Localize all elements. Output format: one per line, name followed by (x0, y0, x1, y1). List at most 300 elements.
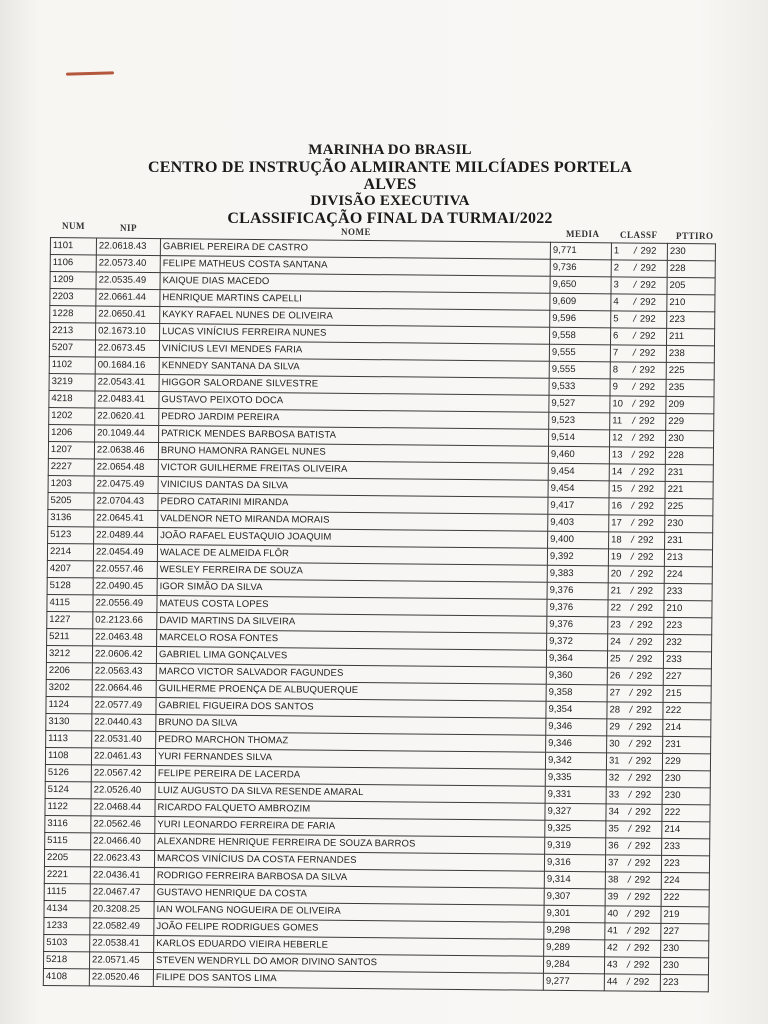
classf-position: 44 (606, 976, 618, 988)
cell-nip: 22.0704.43 (94, 493, 158, 511)
column-header-media: MEDIA (566, 229, 600, 239)
cell-nip: 22.0454.49 (93, 544, 157, 562)
classf-total: 292 (635, 789, 652, 801)
cell-nip: 02.2123.66 (93, 612, 157, 630)
classf-separator: / (631, 500, 635, 512)
cell-nome: FELIPE MATHEUS COSTA SANTANA (160, 256, 550, 277)
cell-pttiro: 222 (662, 804, 710, 821)
cell-classf (610, 413, 666, 431)
cell-num: 1113 (46, 730, 92, 747)
cell-nome: GUSTAVO HENRIQUE DA COSTA (154, 885, 544, 906)
header-line-2: CENTRO DE INSTRUÇÃO ALMIRANTE MILCÍADES PORTELA ALVES (147, 159, 633, 193)
classf-total: 292 (639, 381, 656, 393)
cell-classf (608, 617, 664, 635)
classf-separator: / (628, 755, 632, 767)
cell-num: 1106 (50, 255, 96, 272)
classf-total: 292 (637, 568, 654, 580)
cell-num: 4115 (47, 594, 93, 611)
classf-position: 17 (611, 517, 622, 529)
cell-nome: BRUNO HAMONRA RANGEL NUNES (158, 443, 548, 464)
classf-separator: / (629, 721, 633, 733)
classf-position: 3 (613, 279, 619, 291)
cell-classf (607, 685, 663, 703)
cell-nip: 22.0661.44 (96, 289, 160, 307)
cell-nome: VALDENOR NETO MIRANDA MORAIS (158, 511, 548, 532)
table-body (43, 238, 715, 992)
classf-position: 16 (611, 500, 623, 512)
cell-nome: KARLOS EDUARDO VIEIRA HEBERLE (154, 936, 544, 957)
classf-total: 292 (634, 874, 651, 886)
classf-separator: / (627, 891, 631, 903)
classf-separator: / (629, 738, 632, 750)
classf-total: 292 (637, 585, 654, 597)
classf-total: 292 (636, 670, 653, 682)
header-line-1: MARINHA DO BRASIL (308, 142, 472, 158)
cell-classf (609, 464, 665, 482)
classf-separator: / (626, 976, 630, 988)
cell-media: 9,533 (549, 378, 610, 396)
classf-position: 32 (608, 772, 620, 784)
cell-media: 9,327 (545, 803, 606, 821)
cell-num: 1122 (45, 798, 91, 815)
classf-position: 7 (612, 347, 619, 359)
cell-pttiro: 215 (663, 685, 711, 702)
cell-num: 2206 (46, 662, 92, 679)
cell-num: 1206 (49, 424, 95, 441)
classf-total: 292 (636, 619, 653, 631)
cell-nip: 22.0620.41 (95, 408, 159, 426)
cell-classf (607, 719, 663, 737)
cell-num: 5103 (44, 934, 90, 951)
cell-nip: 22.0562.46 (91, 816, 155, 834)
cell-nip: 22.0556.49 (93, 595, 157, 613)
cell-pttiro: 233 (662, 838, 710, 855)
classf-position: 42 (607, 942, 618, 954)
cell-media: 9,346 (546, 718, 607, 736)
cell-pttiro: 219 (661, 906, 709, 923)
cell-nip: 22.0475.49 (94, 476, 158, 494)
cell-media: 9,301 (544, 905, 605, 923)
cell-num: 2214 (47, 543, 93, 560)
classf-position: 29 (609, 721, 620, 733)
cell-num: 1108 (45, 747, 91, 764)
cell-pttiro: 230 (660, 957, 708, 974)
cell-num: 5211 (47, 628, 93, 645)
classf-position: 9 (612, 381, 618, 393)
classf-position: 28 (609, 704, 621, 716)
classf-total: 292 (638, 449, 655, 461)
cell-pttiro: 230 (666, 430, 714, 447)
classf-total: 292 (633, 976, 650, 988)
cell-num: 3136 (48, 509, 94, 526)
classf-position: 18 (611, 534, 622, 546)
classf-separator: / (629, 687, 633, 699)
cell-nome: IGOR SIMÃO DA SILVA (157, 579, 547, 600)
cell-classf (611, 277, 667, 295)
cell-media: 9,736 (550, 259, 611, 277)
cell-nip: 22.0664.46 (92, 680, 156, 698)
cell-classf (610, 379, 666, 397)
cell-classf (608, 583, 664, 601)
classf-total: 292 (637, 534, 654, 546)
cell-media: 9,596 (550, 310, 611, 328)
cell-pttiro: 214 (662, 821, 710, 838)
cell-nome: PEDRO JARDIM PEREIRA (159, 409, 549, 430)
cell-classf (610, 362, 666, 380)
classf-position: 21 (610, 585, 622, 597)
cell-classf (604, 974, 660, 992)
classf-total: 292 (635, 755, 652, 767)
classf-separator: / (627, 925, 631, 937)
cell-pttiro: 214 (663, 719, 711, 736)
classification-table (43, 237, 716, 992)
cell-nip: 22.0483.41 (95, 391, 159, 409)
document-header (140, 142, 640, 227)
cell-classf (606, 838, 662, 856)
cell-num: 5207 (49, 340, 95, 357)
classf-separator: / (631, 466, 635, 478)
cell-nip: 22.0673.45 (95, 340, 159, 358)
cell-num: 3212 (46, 645, 92, 662)
cell-nome: IAN WOLFANG NOGUEIRA DE OLIVEIRA (154, 902, 544, 923)
cell-pttiro: 223 (661, 855, 709, 872)
cell-nip: 22.0638.46 (94, 442, 158, 460)
classf-separator: / (633, 279, 637, 291)
cell-nip: 22.0645.41 (94, 510, 158, 528)
cell-media: 9,417 (548, 497, 609, 515)
classf-total: 292 (639, 347, 656, 359)
cell-media: 9,335 (545, 769, 606, 787)
cell-pttiro: 230 (661, 940, 709, 957)
cell-nip: 02.1673.10 (96, 323, 160, 341)
cell-nip: 22.0467.47 (90, 884, 154, 902)
cell-media: 9,650 (550, 276, 611, 294)
cell-media: 9,346 (546, 735, 607, 753)
cell-nip: 22.0618.43 (96, 238, 160, 256)
classf-total: 292 (637, 551, 654, 563)
classf-position: 34 (608, 806, 620, 818)
cell-pttiro: 235 (666, 379, 714, 396)
cell-classf (608, 634, 664, 652)
cell-pttiro: 228 (665, 447, 713, 464)
classf-separator: / (631, 449, 635, 461)
cell-nome: PEDRO CATARINI MIRANDA (158, 494, 548, 515)
cell-nip: 22.0468.44 (91, 799, 155, 817)
cell-nip: 22.0461.43 (91, 748, 155, 766)
cell-pttiro: 230 (667, 243, 715, 260)
cell-pttiro: 230 (662, 787, 710, 804)
cell-num: 5126 (45, 764, 91, 781)
classf-total: 292 (634, 857, 651, 869)
cell-nip: 22.0466.40 (91, 833, 155, 851)
cell-pttiro: 223 (660, 974, 708, 991)
cell-nome: DAVID MARTINS DA SILVEIRA (157, 613, 547, 634)
cell-pttiro: 223 (667, 311, 715, 328)
cell-media: 9,771 (550, 242, 611, 260)
classf-separator: / (632, 432, 635, 444)
cell-num: 2227 (48, 458, 94, 475)
cell-media: 9,514 (549, 429, 610, 447)
classf-separator: / (629, 670, 633, 682)
classf-position: 24 (610, 636, 621, 648)
classf-total: 292 (635, 721, 652, 733)
cell-media: 9,325 (545, 820, 606, 838)
cell-num: 1202 (49, 407, 95, 424)
cell-media: 9,354 (546, 701, 607, 719)
cell-num: 2203 (50, 289, 96, 306)
cell-media: 9,314 (544, 871, 605, 889)
cell-pttiro: 224 (664, 566, 712, 583)
cell-nome: MARCO VICTOR SALVADOR FAGUNDES (156, 664, 546, 685)
cell-classf (606, 753, 662, 771)
classf-position: 39 (607, 891, 619, 903)
cell-pttiro: 213 (664, 549, 712, 566)
column-header-nip: NIP (120, 223, 137, 233)
classf-total: 292 (640, 279, 657, 291)
cell-nome: LUCAS VINÍCIUS FERREIRA NUNES (160, 324, 550, 345)
cell-media: 9,376 (547, 616, 608, 634)
cell-num: 1227 (47, 611, 93, 628)
cell-nip: 22.0606.42 (92, 646, 156, 664)
cell-classf (609, 481, 665, 499)
cell-pttiro: 222 (661, 889, 709, 906)
classf-separator: / (629, 653, 633, 665)
classf-position: 37 (607, 857, 619, 869)
classf-separator: / (627, 908, 631, 920)
cell-num: 5218 (43, 951, 89, 968)
cell-media: 9,454 (548, 480, 609, 498)
classf-position: 36 (608, 840, 619, 852)
cell-media: 9,358 (546, 684, 607, 702)
classf-separator: / (628, 823, 632, 835)
header-line-4: CLASSIFICAÇÃO FINAL DA TURMAI/2022 (227, 210, 553, 227)
classf-total: 292 (635, 738, 652, 750)
classf-separator: / (632, 364, 636, 376)
cell-nip: 22.0440.43 (92, 714, 156, 732)
classf-total: 292 (636, 653, 653, 665)
classf-total: 292 (638, 500, 654, 512)
classf-position: 26 (609, 670, 621, 682)
classf-position: 11 (612, 415, 623, 427)
classf-total: 292 (634, 908, 651, 920)
cell-nip: 22.0531.40 (92, 731, 156, 749)
classf-separator: / (633, 313, 636, 325)
cell-nome: GUSTAVO PEIXOTO DOCA (159, 392, 549, 413)
classf-total: 292 (633, 959, 650, 971)
cell-media: 9,376 (547, 599, 608, 617)
cell-nip: 22.0436.41 (90, 867, 154, 885)
classf-total: 292 (639, 364, 656, 376)
cell-num: 1207 (48, 441, 94, 458)
cell-nome: HIGGOR SALORDANE SILVESTRE (159, 375, 549, 396)
cell-classf (610, 328, 666, 346)
classf-separator: / (632, 398, 636, 410)
cell-media: 9,372 (547, 633, 608, 651)
cell-num: 4108 (43, 968, 89, 985)
cell-nome: MARCOS VINÍCIUS DA COSTA FERNANDES (154, 851, 544, 872)
cell-pttiro: 238 (666, 345, 714, 362)
cell-nip: 22.0567.42 (91, 765, 155, 783)
cell-classf (606, 821, 662, 839)
cell-nip: 22.0520.46 (89, 969, 153, 987)
classf-separator: / (632, 415, 635, 427)
classf-total: 292 (635, 772, 652, 784)
classf-separator: / (627, 874, 631, 886)
classf-position: 31 (608, 755, 620, 767)
classf-position: 19 (610, 551, 622, 563)
cell-pttiro: 229 (662, 753, 710, 770)
cell-num: 3219 (49, 373, 95, 390)
cell-pttiro: 227 (661, 923, 709, 940)
classf-position: 35 (608, 823, 619, 835)
cell-nome: VINICIUS DANTAS DA SILVA (158, 477, 548, 498)
cell-media: 9,392 (547, 548, 608, 566)
classf-total: 292 (639, 398, 655, 410)
cell-pttiro: 230 (665, 515, 713, 532)
classf-total: 292 (637, 602, 654, 614)
cell-classf (610, 430, 666, 448)
cell-media: 9,555 (549, 361, 610, 379)
cell-nome: MATEUS COSTA LOPES (157, 596, 547, 617)
cell-num: 5124 (45, 781, 91, 798)
cell-num: 3116 (45, 815, 91, 832)
cell-nome: VICTOR GUILHERME FREITAS OLIVEIRA (158, 460, 548, 481)
classf-position: 41 (607, 925, 618, 937)
cell-num: 1115 (44, 883, 90, 900)
cell-classf (605, 923, 661, 941)
classf-total: 292 (637, 517, 654, 529)
cell-classf (606, 787, 662, 805)
cell-pttiro: 209 (666, 396, 714, 413)
cell-pttiro: 228 (667, 260, 715, 277)
cell-classf (604, 957, 660, 975)
cell-classf (607, 702, 663, 720)
cell-nome: YURI LEONARDO FERREIRA DE FARIA (155, 817, 545, 838)
classf-position: 43 (606, 959, 618, 971)
cell-media: 9,298 (544, 922, 605, 940)
cell-media: 9,319 (545, 837, 606, 855)
cell-media: 9,342 (545, 752, 606, 770)
classf-total: 292 (639, 313, 656, 325)
classf-position: 1 (613, 245, 620, 257)
classf-separator: / (630, 636, 633, 648)
classf-total: 292 (634, 823, 651, 835)
cell-nome: STEVEN WENDRYLL DO AMOR DIVINO SANTOS (153, 953, 543, 974)
cell-nome: GUILHERME PROENÇA DE ALBUQUERQUE (156, 681, 546, 702)
cell-classf (611, 260, 667, 278)
cell-pttiro: 233 (664, 583, 712, 600)
cell-classf (607, 668, 663, 686)
cell-classf (605, 855, 661, 873)
classf-total: 292 (638, 415, 655, 427)
classf-position: 38 (607, 874, 619, 886)
cell-nip: 22.0538.41 (90, 935, 154, 953)
cell-media: 9,277 (543, 973, 604, 991)
cell-media: 9,523 (549, 412, 610, 430)
cell-num: 3130 (46, 713, 92, 730)
cell-nome: GABRIEL LIMA GONÇALVES (156, 647, 546, 668)
classf-total: 292 (639, 330, 656, 342)
cell-media: 9,360 (546, 667, 607, 685)
classf-separator: / (633, 245, 637, 257)
cell-nome: KAIQUE DIAS MACEDO (160, 273, 550, 294)
cell-nome: PATRICK MENDES BARBOSA BATISTA (159, 426, 549, 447)
cell-classf (608, 549, 664, 567)
classf-separator: / (632, 347, 636, 359)
column-header-num: NUM (62, 221, 85, 231)
cell-classf (605, 889, 661, 907)
cell-num: 2213 (50, 323, 96, 340)
cell-nip: 22.0571.45 (89, 952, 153, 970)
cell-nip: 22.0463.48 (93, 629, 157, 647)
classf-separator: / (628, 789, 632, 801)
classf-separator: / (627, 857, 631, 869)
cell-classf (610, 345, 666, 363)
classf-separator: / (629, 704, 633, 716)
cell-pttiro: 210 (664, 600, 712, 617)
cell-media: 9,289 (544, 939, 605, 957)
classf-total: 292 (640, 245, 657, 257)
cell-nip: 22.0577.49 (92, 697, 156, 715)
cell-num: 1233 (44, 917, 90, 934)
classf-separator: / (628, 840, 631, 852)
cell-media: 9,403 (548, 514, 609, 532)
classf-position: 40 (607, 908, 619, 920)
classf-position: 20 (610, 568, 622, 580)
cell-num: 3202 (46, 679, 92, 696)
cell-media: 9,609 (550, 293, 611, 311)
cell-classf (609, 498, 665, 516)
classf-separator: / (626, 959, 630, 971)
cell-nip: 22.0573.40 (96, 255, 160, 273)
classf-position: 27 (609, 687, 621, 699)
cell-num: 5123 (48, 526, 94, 543)
cell-num: 5128 (47, 577, 93, 594)
cell-nip: 22.0543.41 (95, 374, 159, 392)
classf-total: 292 (640, 262, 657, 274)
classf-position: 25 (609, 653, 621, 665)
classf-total: 292 (638, 432, 655, 444)
cell-classf (605, 906, 661, 924)
cell-nome: KAYKY RAFAEL NUNES DE OLIVEIRA (160, 307, 550, 328)
cell-pttiro: 225 (666, 362, 714, 379)
cell-num: 1102 (49, 356, 95, 373)
classf-position: 22 (610, 602, 622, 614)
cell-pttiro: 231 (665, 464, 713, 481)
classf-total: 292 (638, 483, 655, 495)
classf-separator: / (633, 330, 636, 342)
cell-num: 2205 (44, 849, 90, 866)
classf-separator: / (630, 602, 634, 614)
cell-nip: 00.1684.16 (95, 357, 159, 375)
cell-num: 1209 (50, 272, 96, 289)
classf-separator: / (631, 517, 634, 529)
cell-pttiro: 224 (661, 872, 709, 889)
cell-classf (609, 447, 665, 465)
classf-separator: / (630, 551, 634, 563)
classification-table-wrap (43, 237, 718, 992)
cell-pttiro: 231 (665, 532, 713, 549)
classf-separator: / (630, 585, 634, 597)
classf-separator: / (631, 483, 635, 495)
cell-nip: 22.0623.43 (90, 850, 154, 868)
cell-nome: ALEXANDRE HENRIQUE FERREIRA DE SOUZA BARROS (155, 834, 545, 855)
cell-media: 9,454 (548, 463, 609, 481)
cell-num: 1203 (48, 475, 94, 492)
cell-num: 1228 (50, 306, 96, 323)
cell-nip: 22.0557.46 (93, 561, 157, 579)
classf-position: 15 (611, 483, 623, 495)
